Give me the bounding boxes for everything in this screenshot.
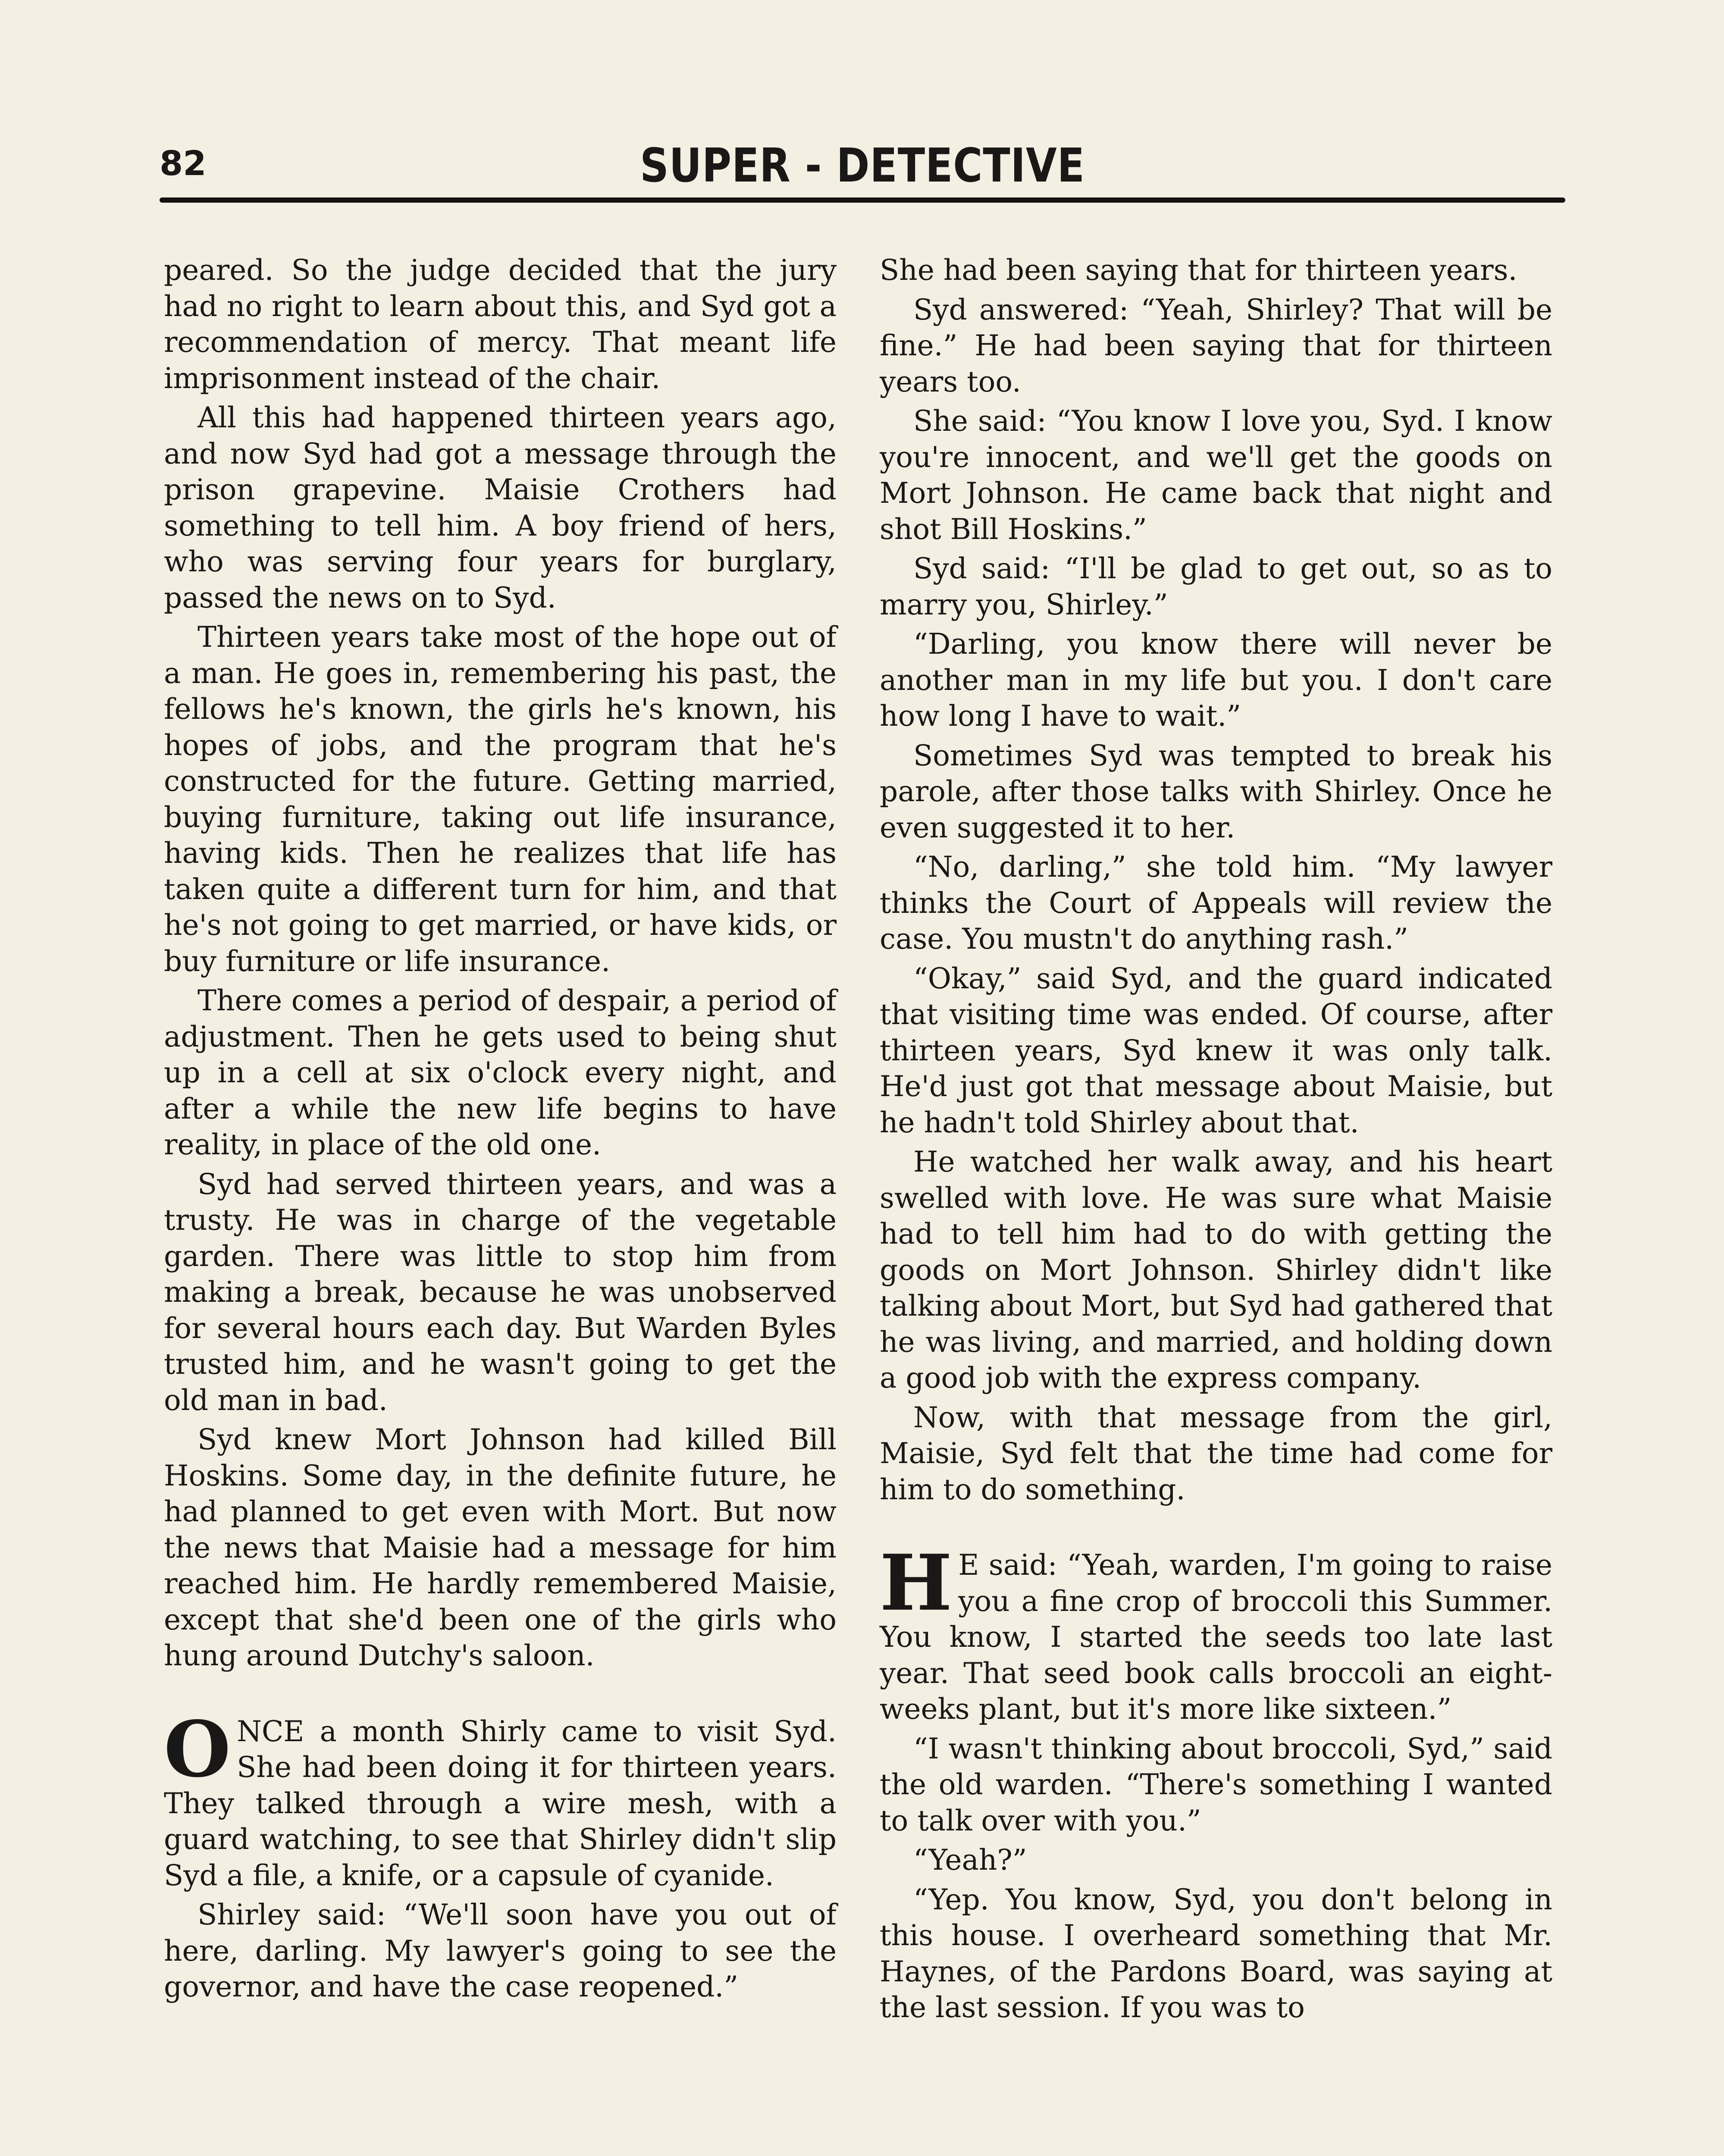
drop-cap: H bbox=[880, 1538, 953, 1628]
page-number: 82 bbox=[160, 144, 207, 183]
paragraph: Syd knew Mort Johnson had killed Bill Hoskins. Some day, in the definite future, he had planned to get even with Mort. But now the news that Maisie had a message for him reached him. He hardly remembered Maisie, except that she'd been one of the girls who hung around Dutchy's saloon. bbox=[164, 1423, 837, 1672]
page-header bbox=[160, 129, 1565, 216]
paragraph: All this had happened thirteen years ago, and now Syd had got a message through the prison grapevine. Maisie Crothers had something to tell him. A boy friend of hers, who was serving four years for burglary, passed the news on to Syd. bbox=[164, 401, 837, 614]
paragraph: “No, darling,” she told him. “My lawyer thinks the Court of Appeals will review the case. You mustn't do anything rash.” bbox=[880, 850, 1552, 956]
paragraph: Syd had served thirteen years, and was a trusty. He was in charge of the vegetable garden. There was little to stop him from making a break, because he was unobserved for several hours each day. But Warden Byles trusted him, and he wasn't going to get the old man in bad. bbox=[164, 1167, 837, 1417]
paragraph: Syd said: “I'll be glad to get out, so as to marry you, Shirley.” bbox=[880, 552, 1552, 621]
paragraph: She had been saying that for thirteen years. bbox=[880, 254, 1517, 287]
running-title: SUPER - DETECTIVE bbox=[640, 139, 1085, 193]
section-paragraph bbox=[880, 1538, 1552, 1727]
paragraph: There comes a period of despair, a period of adjustment. Then he gets used to being shut up in a cell at six o'clock every night, and after a while the new life begins to have reality, in place of the old one. bbox=[164, 984, 837, 1161]
paragraph: Shirley said: “We'll soon have you out of here, darling. My lawyer's going to see the governor, and have the case reopened.” bbox=[164, 1898, 837, 2003]
paragraph: “Darling, you know there will never be another man in my life but you. I don't care how long I have to wait.” bbox=[880, 627, 1552, 733]
paragraph-text: NCE a month Shirly came to visit Syd. She had been doing it for thirteen years. They talked through a wire mesh, with a guard watching, to see that Shirley didn't slip Syd a file, a knife, or a capsule of cyanide. bbox=[164, 1714, 837, 1892]
section-paragraph bbox=[164, 1704, 837, 1894]
paragraph: “I wasn't thinking about broccoli, Syd,” said the old warden. “There's something I wanted to talk over with you.” bbox=[880, 1732, 1552, 1837]
drop-cap: O bbox=[164, 1704, 231, 1794]
paragraph: He watched her walk away, and his heart swelled with love. He was sure what Maisie had to tell him had to do with getting the goods on Mort Johnson. Shirley didn't like talking about Mort, but Syd had gathered that he was living, and married, and holding down a good job with the express company. bbox=[880, 1145, 1552, 1395]
paragraph: “Yeah?” bbox=[913, 1843, 1027, 1877]
right-column bbox=[880, 252, 1552, 2029]
paragraph-text: E said: “Yeah, warden, I'm going to raise you a fine crop of broccoli this Summer. You know, I started the seeds too late last year. That seed book calls broccoli an eight-weeks plant, but it's more like sixteen.” bbox=[880, 1548, 1552, 1726]
paragraph: “Okay,” said Syd, and the guard indicated that visiting time was ended. Of course, after thirteen years, Syd knew it was only talk. He'd just got that message about Maisie, but he hadn't told Shirley about that. bbox=[880, 962, 1552, 1139]
paragraph: Now, with that message from the girl, Maisie, Syd felt that the time had come for him to do something. bbox=[880, 1401, 1552, 1506]
left-column bbox=[164, 252, 837, 2009]
paragraph: “Yep. You know, Syd, you don't belong in this house. I overheard something that Mr. Haynes, of the Pardons Board, was saying at the last session. If you was to bbox=[880, 1883, 1552, 2024]
header-rule bbox=[160, 197, 1565, 203]
paragraph: She said: “You know I love you, Syd. I know you're innocent, and we'll get the goods on Mort Johnson. He came back that night and shot Bill Hoskins.” bbox=[880, 404, 1552, 546]
paragraph: Thirteen years take most of the hope out of a man. He goes in, remembering his past, the fellows he's known, the girls he's known, his hopes of jobs, and the program that he's constructed for the future. Getting married, buying furniture, taking out life insurance, having kids. Then he realizes that life has taken quite a different turn for him, and that he's not going to get married, or have kids, or buy furniture or life insurance. bbox=[164, 620, 837, 978]
paragraph: peared. So the judge decided that the jury had no right to learn about this, and Syd got a recommendation of mercy. That meant life imprisonment instead of the chair. bbox=[164, 254, 837, 395]
paragraph: Sometimes Syd was tempted to break his parole, after those talks with Shirley. Once he even suggested it to her. bbox=[880, 739, 1552, 844]
paragraph: Syd answered: “Yeah, Shirley? That will be fine.” He had been saying that for thirteen years too. bbox=[880, 293, 1552, 398]
